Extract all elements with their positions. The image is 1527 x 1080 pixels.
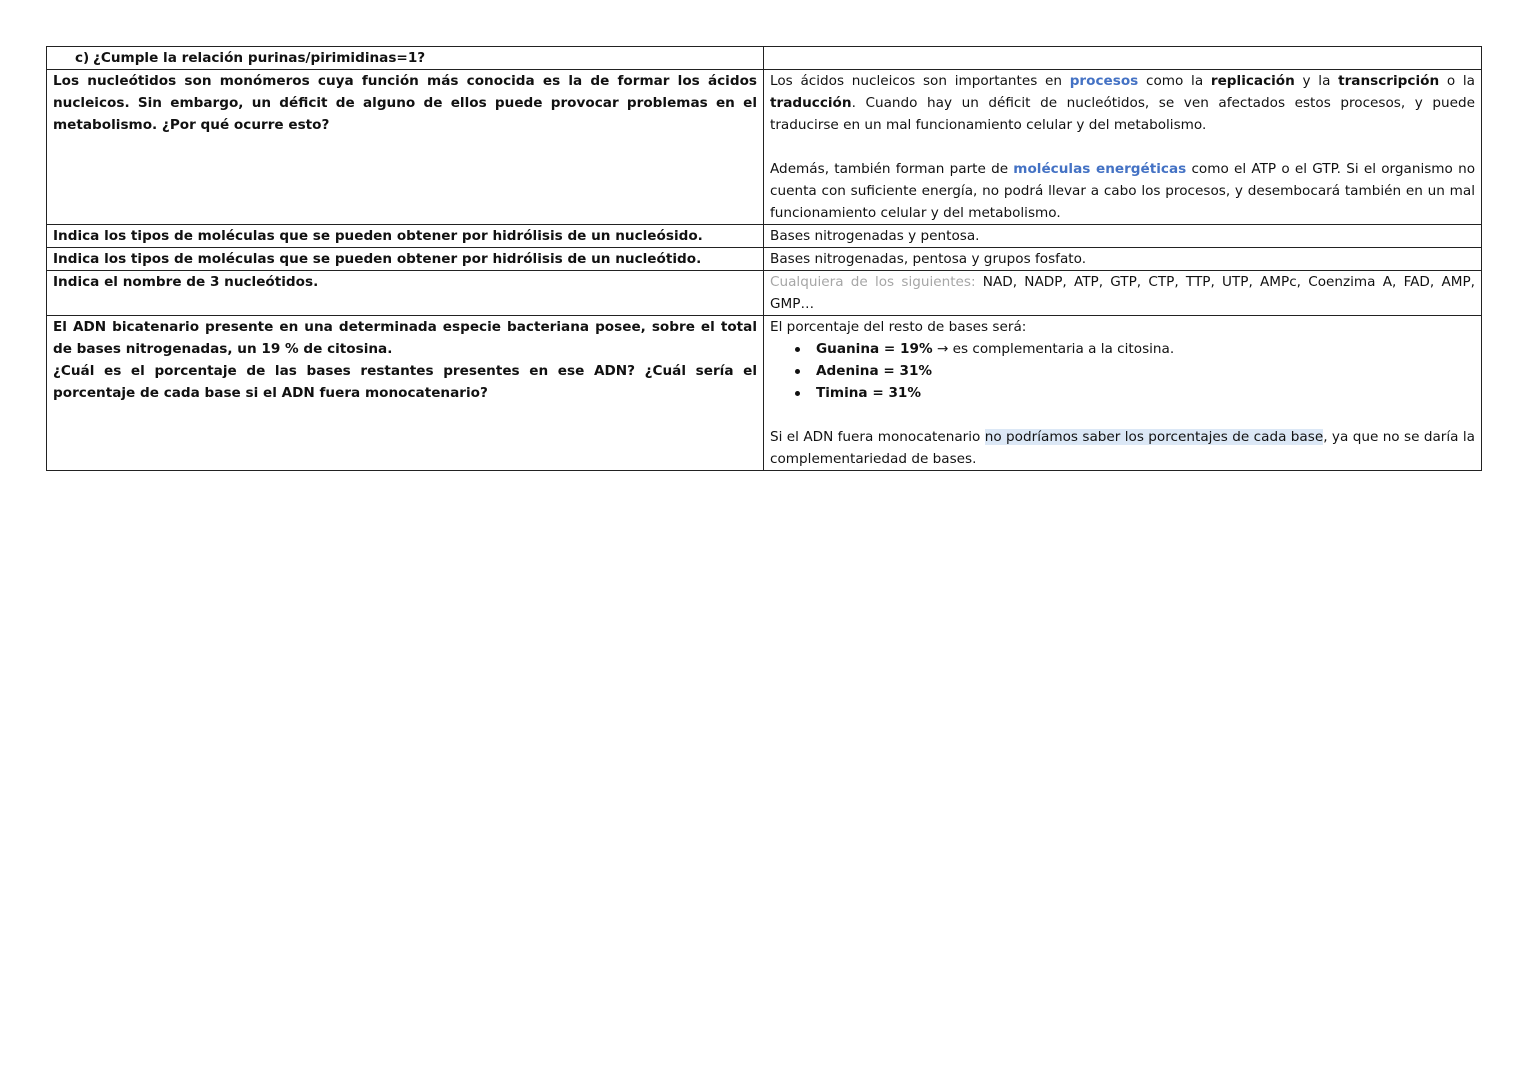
answer-cell — [764, 47, 1482, 70]
answer-intro: El porcentaje del resto de bases será: — [770, 319, 1027, 335]
base-label: Guanina = 19% — [816, 341, 933, 357]
answer-text: Los ácidos nucleicos son importantes en — [770, 73, 1070, 89]
list-item — [816, 338, 1475, 360]
question-cell — [47, 248, 764, 271]
answer-text: Bases nitrogenadas, pentosa y grupos fosfato. — [770, 251, 1087, 267]
answer-text: Además, también forman parte de — [770, 161, 1014, 177]
table-row — [47, 271, 1482, 316]
question-cell — [47, 70, 764, 225]
answer-text: como el ATP o el GTP. Si el organismo no cuenta con suficiente energía, no podrá llevar a cabo los procesos, y desembocará también en un mal funcionamiento celular y del metabolismo. — [770, 161, 1476, 221]
question-text: Indica los tipos de moléculas que se pueden obtener por hidrólisis de un nucleósido. — [53, 228, 703, 244]
base-label: Adenina = 31% — [816, 363, 933, 379]
question-cell — [47, 316, 764, 471]
keyword-moleculas-energeticas: moléculas energéticas — [1013, 161, 1187, 177]
question-cell — [47, 47, 764, 70]
answer-paragraph — [770, 158, 1475, 224]
base-label: Timina = 31% — [816, 385, 921, 401]
answer-text: y la — [1294, 73, 1339, 89]
question-text: Indica el nombre de 3 nucleótidos. — [53, 274, 319, 290]
answer-text: o la — [1439, 73, 1475, 89]
question-cell — [47, 225, 764, 248]
answer-paragraph — [770, 70, 1475, 136]
question-text: ¿Cuál es el porcentaje de las bases restantes presentes en ese ADN? ¿Cuál sería el porcentaje de cada base si el ADN fuera monocatenario? — [53, 363, 757, 401]
keyword-transcripcion: transcripción — [1338, 73, 1440, 89]
answer-cell — [764, 248, 1482, 271]
question-label: c) — [75, 50, 90, 66]
table-row — [47, 47, 1482, 70]
answer-text: , ya que no se daría la complementariedad de bases. — [770, 429, 1476, 467]
answer-cell — [764, 316, 1482, 471]
table-row — [47, 225, 1482, 248]
answer-paragraph — [770, 426, 1475, 470]
question-text: ¿Cumple la relación purinas/pirimidinas=1? — [93, 50, 426, 66]
qa-table — [46, 46, 1482, 471]
answer-text: Bases nitrogenadas y pentosa. — [770, 228, 980, 244]
answer-cell — [764, 70, 1482, 225]
answer-cell — [764, 271, 1482, 316]
bases-list — [770, 338, 1475, 404]
table-row — [47, 248, 1482, 271]
base-note: → es complementaria a la citosina. — [932, 341, 1175, 357]
highlighted-text: no podríamos saber los porcentajes de cada base — [984, 429, 1324, 445]
keyword-procesos: procesos — [1069, 73, 1139, 89]
list-item — [816, 360, 1475, 382]
keyword-replicacion: replicación — [1210, 73, 1295, 89]
answer-text: . Cuando hay un déficit de nucleótidos, se ven afectados estos procesos, y puede traducirse en un mal funcionamiento celular y del metabolismo. — [770, 95, 1475, 133]
paragraph-gap — [770, 136, 1475, 158]
question-cell — [47, 271, 764, 316]
answer-text: Si el ADN fuera monocatenario — [770, 429, 985, 445]
question-text: Indica los tipos de moléculas que se pueden obtener por hidrólisis de un nucleótido. — [53, 251, 702, 267]
answer-text: NAD, NADP, ATP, GTP, CTP, TTP, UTP, AMPc, Coenzima A, FAD, AMP, GMP… — [770, 274, 1475, 312]
list-item — [816, 382, 1475, 404]
question-text: Los nucleótidos son monómeros cuya función más conocida es la de formar los ácidos nucleicos. Sin embargo, un déficit de alguno de ellos puede provocar problemas en el metabolismo. ¿Por qué ocurre esto? — [53, 73, 757, 133]
paragraph-gap — [770, 404, 1475, 426]
question-text: El ADN bicatenario presente en una determinada especie bacteriana posee, sobre el total de bases nitrogenadas, un 19 % de citosina. — [53, 319, 757, 357]
answer-text: como la — [1138, 73, 1211, 89]
table-row — [47, 70, 1482, 225]
answer-cell — [764, 225, 1482, 248]
keyword-traduccion: traducción — [770, 95, 852, 111]
table-row — [47, 316, 1482, 471]
answer-prefix: Cualquiera de los siguientes: — [770, 274, 976, 290]
